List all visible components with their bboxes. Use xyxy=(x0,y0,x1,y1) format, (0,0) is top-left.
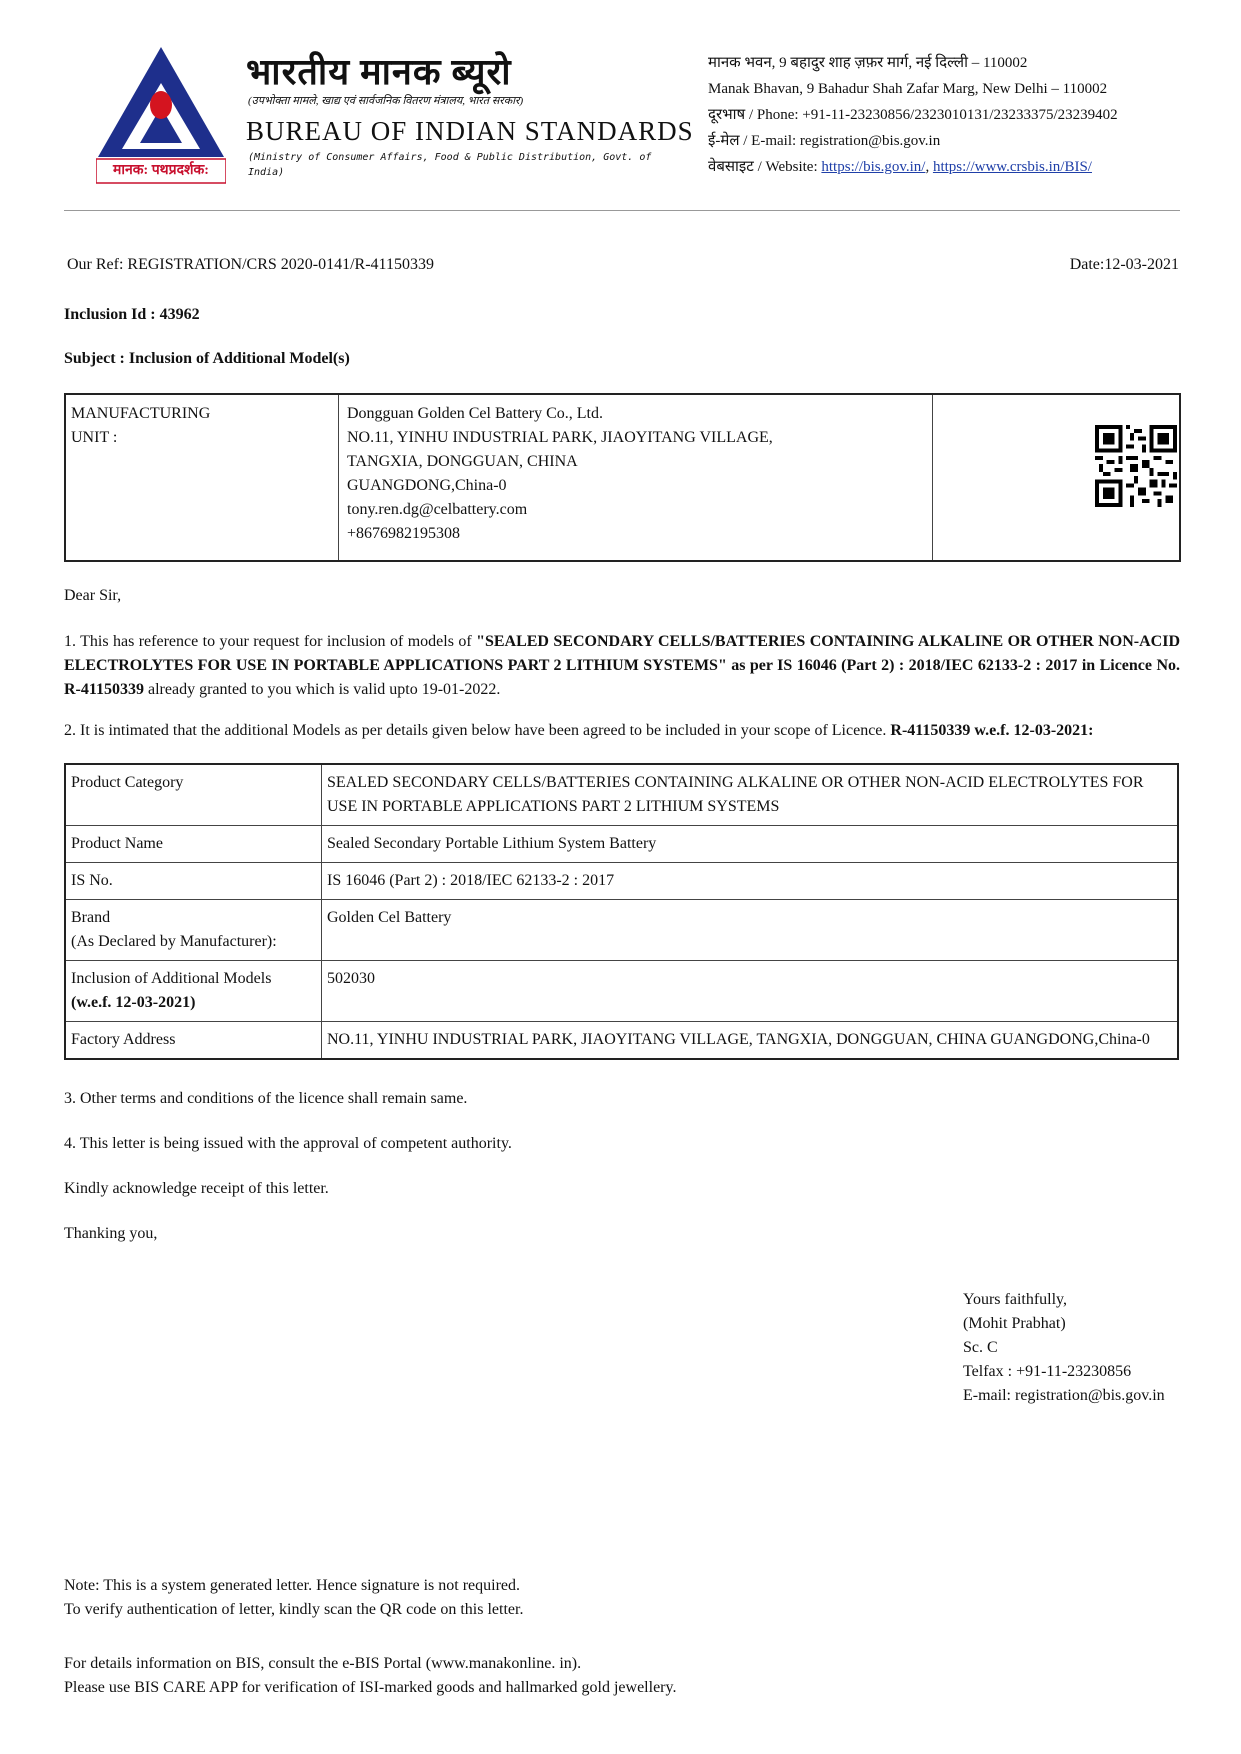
bis-logo xyxy=(96,45,226,185)
factory-address-value: NO.11, YINHU INDUSTRIAL PARK, JIAOYITANG VILLAGE, TANGXIA, DONGGUAN, CHINA GUANGDONG,China-0 xyxy=(322,1022,1179,1060)
header-divider xyxy=(64,210,1180,211)
product-details-table xyxy=(64,763,1179,1060)
unit-email: tony.ren.dg@celbattery.com xyxy=(347,501,528,518)
unit-label-line-1: MANUFACTURING xyxy=(71,405,211,422)
paragraph-3: 3. Other terms and conditions of the licence shall remain same. xyxy=(64,1090,468,1107)
additional-models-value: 502030 xyxy=(322,961,1179,1022)
website-line xyxy=(708,154,1118,180)
product-name-label: Product Name xyxy=(65,826,322,863)
contact-block xyxy=(708,50,1118,180)
table-row xyxy=(65,1022,1178,1060)
subject-line: Subject : Inclusion of Additional Model(s) xyxy=(64,350,350,367)
paragraph-1 xyxy=(64,630,1180,702)
table-row xyxy=(65,900,1178,961)
qr-cell xyxy=(933,395,1179,560)
is-number-value: IS 16046 (Part 2) : 2018/IEC 62133-2 : 2017 xyxy=(322,863,1179,900)
org-ministry-english: (Ministry of Consumer Affairs, Food & Public Distribution, Govt. of India) xyxy=(248,152,652,178)
product-category-value: SEALED SECONDARY CELLS/BATTERIES CONTAINING ALKALINE OR OTHER NON-ACID ELECTROLYTES FOR USE IN PORTABLE APPLICATIONS PART 2 LITHIUM SYSTEMS xyxy=(322,764,1179,826)
brand-label xyxy=(65,900,322,961)
address-english: Manak Bhavan, 9 Bahadur Shah Zafar Marg, New Delhi – 110002 xyxy=(708,81,1108,97)
email-line: ई-मेल / E-mail: registration@bis.gov.in xyxy=(708,133,941,149)
footer-line-1: For details information on BIS, consult the e-BIS Portal (www.manakonline. in). xyxy=(64,1655,582,1672)
paragraph-2-text: 2. It is intimated that the additional Models as per details given below have been agreed to be included in your scope of Licence. xyxy=(64,722,891,739)
inclusion-id: Inclusion Id : 43962 xyxy=(64,306,200,323)
unit-company-name: Dongguan Golden Cel Battery Co., Ltd. xyxy=(347,405,603,422)
org-name-english: BUREAU OF INDIAN STANDARDS xyxy=(246,116,694,146)
table-row xyxy=(65,961,1178,1022)
address-hindi: मानक भवन, 9 बहादुर शाह ज़फ़र मार्ग, नई दिल्ली – 110002 xyxy=(708,55,1028,71)
table-row xyxy=(65,826,1178,863)
table-row xyxy=(65,764,1178,826)
table-row xyxy=(65,863,1178,900)
unit-address-line: GUANGDONG,China-0 xyxy=(347,477,507,494)
paragraph-1-validity: already granted to you which is valid upto 19-01-2022. xyxy=(144,681,501,698)
brand-label-line-2: (As Declared by Manufacturer): xyxy=(71,933,277,950)
additional-models-label xyxy=(65,961,322,1022)
phone-line: दूरभाष / Phone: +91-11-23230856/2323010131/23233375/23239402 xyxy=(708,107,1118,123)
additional-models-label-line-2: (w.e.f. 12-03-2021) xyxy=(71,994,196,1011)
footer-info xyxy=(64,1652,676,1700)
paragraph-4: 4. This letter is being issued with the approval of competent authority. xyxy=(64,1135,512,1152)
signature-block xyxy=(963,1288,1165,1408)
closing: Yours faithfully, xyxy=(963,1291,1068,1308)
paragraph-1-intro: 1. This has reference to your request for inclusion of models of xyxy=(64,633,477,650)
thanking-line: Thanking you, xyxy=(64,1225,158,1242)
unit-phone: +8676982195308 xyxy=(347,525,461,542)
reference-number: Our Ref: REGISTRATION/CRS 2020-0141/R-41150339 xyxy=(67,256,434,273)
org-name-hindi: भारतीय मानक ब्यूरो xyxy=(246,52,512,92)
product-name-value: Sealed Secondary Portable Lithium System Battery xyxy=(322,826,1179,863)
unit-label-cell xyxy=(66,395,339,560)
acknowledge-line: Kindly acknowledge receipt of this letter. xyxy=(64,1180,329,1197)
signatory-designation: Sc. C xyxy=(963,1339,998,1356)
note-line-2: To verify authentication of letter, kindly scan the QR code on this letter. xyxy=(64,1601,524,1618)
signatory-telfax: Telfax : +91-11-23230856 xyxy=(963,1363,1132,1380)
qr-code[interactable] xyxy=(1095,425,1177,507)
brand-value: Golden Cel Battery xyxy=(322,900,1179,961)
manufacturing-unit-box xyxy=(64,393,1181,562)
note-line-1: Note: This is a system generated letter. Hence signature is not required. xyxy=(64,1577,521,1594)
website-link-crsbis[interactable]: https://www.crsbis.in/BIS/ xyxy=(932,159,1092,175)
is-number-label: IS No. xyxy=(65,863,322,900)
brand-label-line-1: Brand xyxy=(71,909,111,926)
salutation: Dear Sir, xyxy=(64,587,122,604)
signatory-email: E-mail: registration@bis.gov.in xyxy=(963,1387,1165,1404)
additional-models-label-line-1: Inclusion of Additional Models xyxy=(71,970,272,987)
website-label: वेबसाइट / Website: xyxy=(708,159,818,175)
website-link-bis[interactable]: https://bis.gov.in/ xyxy=(821,159,926,175)
footer-line-2: Please use BIS CARE APP for verification of ISI-marked goods and hallmarked gold jewellery. xyxy=(64,1679,677,1696)
factory-address-label: Factory Address xyxy=(65,1022,322,1060)
signatory-name: (Mohit Prabhat) xyxy=(963,1315,1066,1332)
unit-address-line: NO.11, YINHU INDUSTRIAL PARK, JIAOYITANG VILLAGE, xyxy=(347,429,773,446)
org-ministry-hindi: (उपभोक्ता मामले, खाद्य एवं सार्वजनिक वितरण मंत्रालय, भारत सरकार) xyxy=(248,95,524,107)
logo-tagline: मानक: पथप्रदर्शक: xyxy=(113,163,209,178)
paragraph-2 xyxy=(64,719,1180,743)
unit-address-line: TANGXIA, DONGGUAN, CHINA xyxy=(347,453,578,470)
paragraph-1-product-and-licence: "SEALED SECONDARY CELLS/BATTERIES CONTAINING ALKALINE OR OTHER NON-ACID ELECTROLYTES FOR USE IN PORTABLE APPLICATIONS PART 2 LITHIUM SYSTEMS" as per IS 16046 (Part 2) : 2018/IEC 62133-2 : 2017 in Licence No. R-41150339 xyxy=(64,633,1180,698)
paragraph-2-licence: R-41150339 w.e.f. 12-03-2021: xyxy=(890,722,1094,739)
unit-label-line-2: UNIT : xyxy=(71,429,118,446)
product-category-label: Product Category xyxy=(65,764,322,826)
letter-date: Date:12-03-2021 xyxy=(1069,256,1179,273)
website-separator: , xyxy=(925,159,930,175)
unit-address-cell xyxy=(339,395,933,560)
system-note xyxy=(64,1574,523,1622)
